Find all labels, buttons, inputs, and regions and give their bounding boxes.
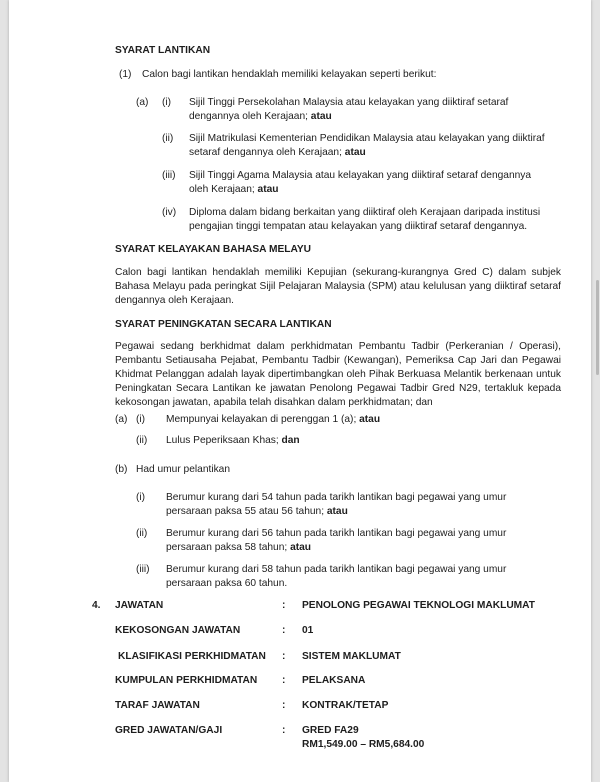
heading-syarat-lantikan: SYARAT LANTIKAN: [115, 45, 211, 56]
row-colon: :: [282, 651, 286, 662]
item-number: (i): [136, 414, 146, 425]
row-value: PENOLONG PEGAWAI TEKNOLOGI MAKLUMAT: [302, 600, 535, 611]
row-label: JAWATAN: [115, 600, 164, 611]
heading-peningkatan: SYARAT PENINGKATAN SECARA LANTIKAN: [115, 319, 332, 330]
row-colon: :: [282, 700, 286, 711]
row-label: TARAF JAWATAN: [115, 700, 200, 711]
row-label: GRED JAWATAN/GAJI: [115, 725, 223, 736]
row-colon: :: [282, 675, 286, 686]
row-value: 01: [302, 625, 314, 636]
row-label: KLASIFIKASI PERKHIDMATAN: [118, 651, 266, 662]
row-label: KUMPULAN PERKHIDMATAN: [115, 675, 258, 686]
row-colon: :: [282, 600, 286, 611]
item-number: (iii): [136, 564, 150, 575]
item-number: (ii): [162, 133, 174, 144]
peningkatan-body: Pegawai sedang berkhidmat dalam perkhidmatan Pembantu Tadbir (Perkeranian / Operasi), Pembantu Setiausaha Pejabat, Pembantu Tadbir (Kewangan), Pemeriksa Cap Jari dan Pegawai Khidmat Pelanggan adalah layak dipertimbangkan oleh Pihak Berkuasa Melantik berkenaan untuk Peningkatan Secara Lantikan ke jawatan Penolong Pegawai Tadbir Gred N29, tertakluk kepada kekosongan jawatan, apabila telah disahkan dalam perkhidmatan; dan: [115, 341, 561, 408]
salary-range: RM1,549.00 – RM5,684.00: [302, 739, 425, 750]
list-item: Sijil Tinggi Agama Malaysia atau kelayakan yang diiktiraf setaraf dengannya oleh Kerajaan; atau: [189, 170, 532, 195]
row-colon: :: [282, 625, 286, 636]
group-a-label: (a): [115, 414, 128, 425]
intro-number: (1): [119, 69, 132, 80]
item-number: (iii): [162, 170, 176, 181]
row-value: SISTEM MAKLUMAT: [302, 651, 401, 662]
list-item: Berumur kurang dari 56 tahun pada tarikh lantikan bagi pegawai yang umur persaraan paksa 58 tahun; atau: [166, 528, 507, 553]
item-number: (i): [136, 492, 146, 503]
item-number: (i): [162, 97, 172, 108]
list-item: Berumur kurang dari 54 tahun pada tarikh lantikan bagi pegawai yang umur persaraan paksa 55 atau 56 tahun; atau: [166, 492, 507, 517]
row-colon: :: [282, 725, 286, 736]
row-value: KONTRAK/TETAP: [302, 700, 389, 711]
bahasa-melayu-body: Calon bagi lantikan hendaklah memiliki Kepujian (sekurang-kurangnya Gred C) dalam subjek Bahasa Melayu pada peringkat Sijil Pelajaran Malaysia (SPM) atau kelulusan yang diiktiraf setaraf dengannya oleh Kerajaan.: [115, 267, 561, 306]
item-number: (ii): [136, 528, 148, 539]
row-label: KEKOSONGAN JAWATAN: [115, 625, 241, 636]
document-page: [9, 0, 591, 782]
section-number: 4.: [92, 600, 101, 611]
intro-text: Calon bagi lantikan hendaklah memiliki kelayakan seperti berikut:: [142, 69, 437, 80]
list-item: Lulus Peperiksaan Khas; dan: [166, 435, 300, 446]
list-item: Sijil Tinggi Persekolahan Malaysia atau kelayakan yang diiktiraf setaraf dengannya oleh Kerajaan; atau: [189, 97, 509, 122]
heading-bahasa-melayu: SYARAT KELAYAKAN BAHASA MELAYU: [115, 244, 312, 255]
item-number: (iv): [162, 207, 177, 218]
scrollbar-thumb[interactable]: [596, 280, 599, 375]
list-item: Diploma dalam bidang berkaitan yang diiktiraf oleh Kerajaan daripada institusi pengajian tinggi tempatan atau kelayakan yang diiktiraf setaraf dengannya.: [189, 207, 541, 232]
list-item: Berumur kurang dari 58 tahun pada tarikh lantikan bagi pegawai yang umur persaraan paksa 60 tahun.: [166, 564, 507, 589]
row-value: PELAKSANA: [302, 675, 366, 686]
group-b-label: (b): [115, 464, 128, 475]
row-value: GRED FA29: [302, 725, 359, 736]
list-item: Mempunyai kelayakan di perenggan 1 (a); atau: [166, 414, 381, 425]
group-a-label: (a): [136, 97, 149, 108]
list-item: Sijil Matrikulasi Kementerian Pendidikan Malaysia atau kelayakan yang diiktiraf setaraf dengannya oleh Kerajaan; atau: [189, 133, 545, 158]
item-number: (ii): [136, 435, 148, 446]
group-b-text: Had umur pelantikan: [136, 464, 231, 475]
